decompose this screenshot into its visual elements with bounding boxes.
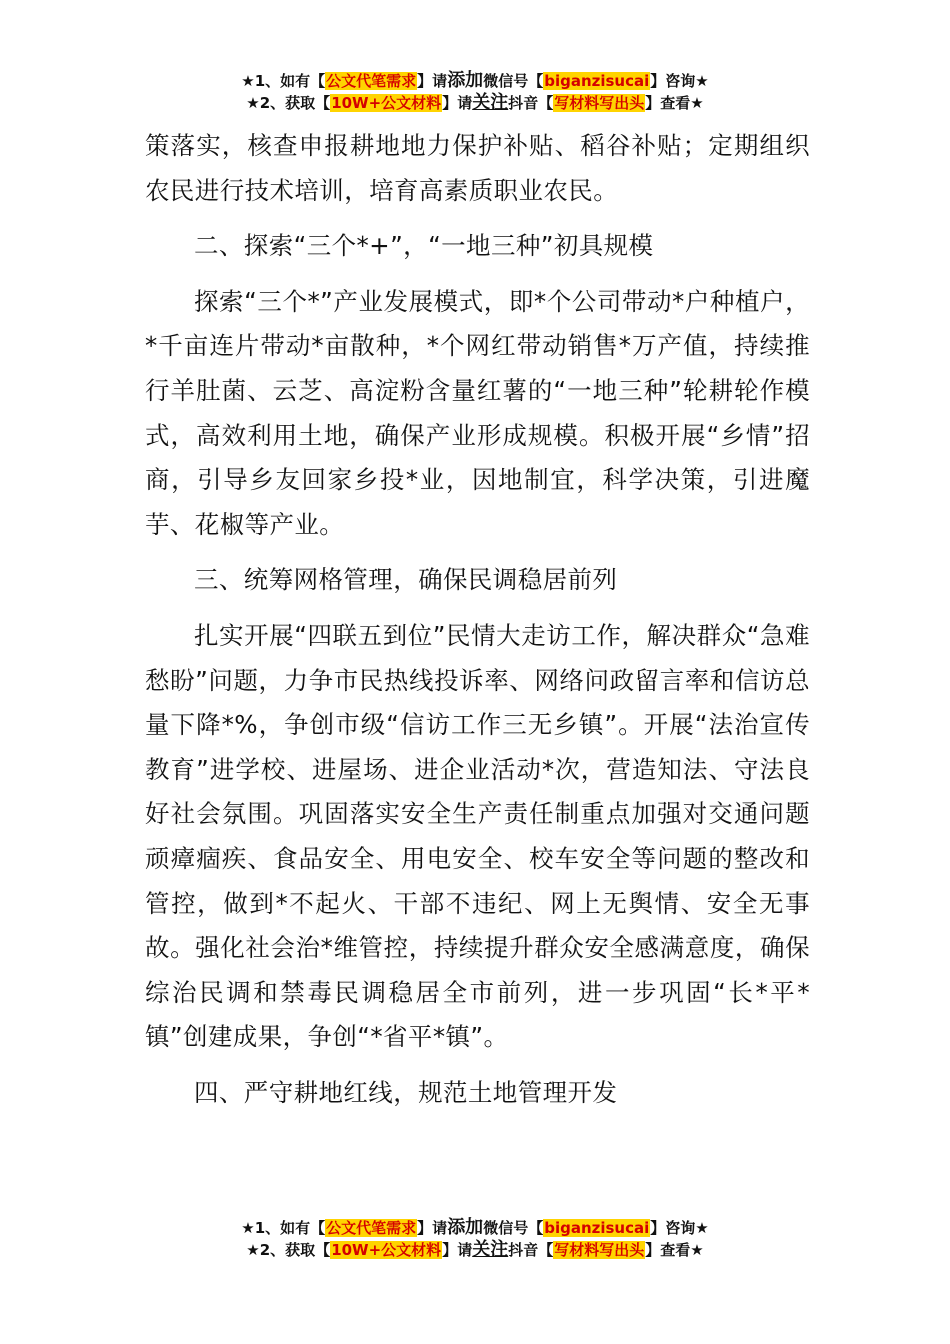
banner-text: 】请 — [417, 1219, 448, 1237]
banner-emphasis: 添加 — [447, 70, 484, 91]
highlight-douyin: 写材料写出头 — [554, 94, 645, 112]
footer-banner — [0, 1217, 950, 1261]
paragraph-industry: 探索“三个*”产业发展模式，即*个公司带动*户种植户，*千亩连片带动*亩散种，*个网红带动销售*万产值，持续推行羊肚菌、云芝、高淀粉含量红薯的“一地三种”轮耕轮作模式，高效利用土地，确保产业形成规模。积极开展“乡情”招商，引导乡友回家乡投*业，因地制宜，科学决策，引进魔芋、花椒等产业。 — [145, 286, 810, 539]
banner-text: 】咨询★ — [650, 1219, 709, 1237]
section-heading-4: 四、严守耕地红线，规范土地管理开发 — [194, 1077, 618, 1107]
header-banner — [0, 70, 950, 114]
banner-emphasis: 添加 — [447, 1217, 484, 1238]
banner-text: ★2、获取【 — [246, 1241, 331, 1259]
banner-text: ★1、如有【 — [241, 72, 326, 90]
banner-text: 】请 — [417, 72, 448, 90]
section-heading-3: 三、统筹网格管理，确保民调稳居前列 — [194, 565, 618, 595]
banner-emphasis: 关注 — [472, 92, 509, 113]
highlight-wechat-id: biganzisucai — [544, 1219, 650, 1237]
banner-line-1 — [0, 70, 950, 92]
banner-text: 微信号【 — [483, 1219, 544, 1237]
highlight-wechat-id: biganzisucai — [544, 72, 650, 90]
highlight-service: 公文代笔需求 — [326, 1219, 417, 1237]
banner-text: 】请 — [442, 1241, 473, 1259]
banner-text: 】查看★ — [645, 94, 704, 112]
paragraph-grid-management: 扎实开展“四联五到位”民情大走访工作，解决群众“急难愁盼”问题，力争市民热线投诉率、网络问政留言率和信访总量下降*%，争创市级“信访工作三无乡镇”。开展“法治宣传教育”进学校、进屋场、进企业活动*次，营造知法、守法良好社会氛围。巩固落实安全生产责任制重点加强对交通问题顽瘴痼疾、食品安全、用电安全、校车安全等问题的整改和管控，做到*不起火、干部不违纪、网上无舆情、安全无事故。强化社会治*维管控，持续提升群众安全感满意度，确保综治民调和禁毒民调稳居全市前列，进一步巩固“长*平*镇”创建成果，争创“*省平*镇”。 — [145, 620, 810, 1052]
banner-text: ★1、如有【 — [241, 1219, 326, 1237]
banner-text: 】咨询★ — [650, 72, 709, 90]
banner-text: 】请 — [442, 94, 473, 112]
banner-line-2 — [0, 1239, 950, 1261]
paragraph-continued: 策落实，核查申报耕地地力保护补贴、稻谷补贴；定期组织农民进行技术培训，培育高素质职业农民。 — [145, 131, 810, 205]
highlight-materials: 10W+公文材料 — [331, 94, 442, 112]
banner-line-2 — [0, 92, 950, 114]
banner-text: 】查看★ — [645, 1241, 704, 1259]
banner-text: 抖音【 — [508, 94, 554, 112]
banner-text: 抖音【 — [508, 1241, 554, 1259]
banner-line-1 — [0, 1217, 950, 1239]
highlight-douyin: 写材料写出头 — [554, 1241, 645, 1259]
highlight-service: 公文代笔需求 — [326, 72, 417, 90]
highlight-materials: 10W+公文材料 — [331, 1241, 442, 1259]
banner-text: 微信号【 — [483, 72, 544, 90]
banner-emphasis: 关注 — [472, 1239, 509, 1260]
banner-text: ★2、获取【 — [246, 94, 331, 112]
document-body — [145, 124, 810, 1115]
section-heading-2: 二、探索“三个*+”，“一地三种”初具规模 — [194, 231, 654, 261]
